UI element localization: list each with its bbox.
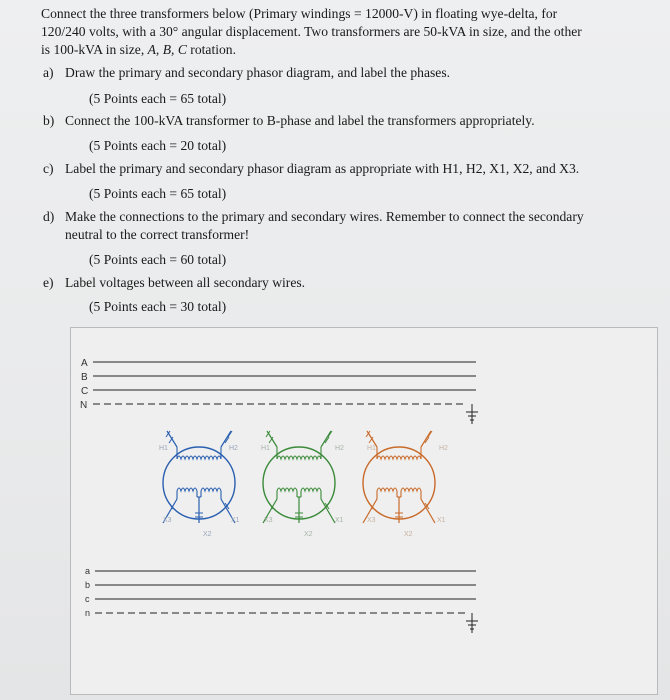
question-d-line-2: neutral to the correct transformer! — [65, 227, 250, 242]
secondary-label-a: a — [85, 566, 91, 576]
primary-label-c: C — [81, 386, 89, 397]
t2-h2-label: H2 — [335, 445, 344, 452]
transformer-diagram — [71, 328, 657, 694]
ground-icon — [466, 613, 478, 633]
t3-x3-label: X3 — [367, 517, 376, 524]
problem-statement — [41, 5, 641, 59]
t2-x2-label: X2 — [304, 531, 313, 538]
t2-x3-label: X3 — [264, 517, 273, 524]
question-d: d) Make the connections to the primary and secondary wires. Remember to connect the secondary — [43, 209, 584, 224]
t3-h2-label: H2 — [439, 445, 448, 452]
transformer-diagram-panel — [70, 327, 658, 695]
question-e-points: (5 Points each = 30 total) — [89, 299, 227, 314]
question-c-points: (5 Points each = 65 total) — [89, 186, 227, 201]
primary-label-b: B — [81, 372, 88, 383]
t1-h1-label: H1 — [159, 445, 168, 452]
secondary-label-c: c — [85, 594, 90, 604]
intro-line-3: is 100-kVA in size, A, B, C rotation. — [41, 42, 236, 57]
primary-label-a: A — [81, 358, 88, 369]
primary-label-n: N — [80, 400, 88, 411]
t2-x1-label: X1 — [335, 517, 344, 524]
rotation-letters: A, B, C — [147, 42, 187, 57]
ground-icon — [466, 404, 478, 424]
t2-h1-label: H1 — [261, 445, 270, 452]
t1-h2-label: H2 — [229, 445, 238, 452]
t1-x1-label: X1 — [231, 517, 240, 524]
transformer-2[interactable] — [263, 431, 335, 523]
t1-x2-label: X2 — [203, 531, 212, 538]
question-b: b) Connect the 100-kVA transformer to B-phase and label the transformers appropriately. — [43, 113, 535, 128]
t3-x1-label: X1 — [437, 517, 446, 524]
t1-x3-label: X3 — [163, 517, 172, 524]
transformer-1[interactable] — [163, 431, 235, 523]
question-b-points: (5 Points each = 20 total) — [89, 138, 227, 153]
intro-line-2: 120/240 volts, with a 30° angular displacement. Two transformers are 50-kVA in size, and the other — [41, 24, 582, 39]
t3-x2-label: X2 — [404, 531, 413, 538]
secondary-label-n: n — [85, 608, 91, 618]
question-c: c) Label the primary and secondary phasor diagram as appropriate with H1, H2, X1, X2, and X3. — [43, 161, 580, 176]
question-a-points: (5 Points each = 65 total) — [89, 91, 227, 106]
question-d-points: (5 Points each = 60 total) — [89, 252, 227, 267]
intro-line-1: Connect the three transformers below (Primary windings = 12000-V) in floating wye-delta, for — [41, 6, 558, 21]
t3-h1-label: H1 — [367, 445, 376, 452]
question-a: a) Draw the primary and secondary phasor diagram, and label the phases. — [43, 65, 451, 80]
question-e: e) Label voltages between all secondary wires. — [43, 275, 306, 290]
secondary-label-b: b — [85, 580, 91, 590]
